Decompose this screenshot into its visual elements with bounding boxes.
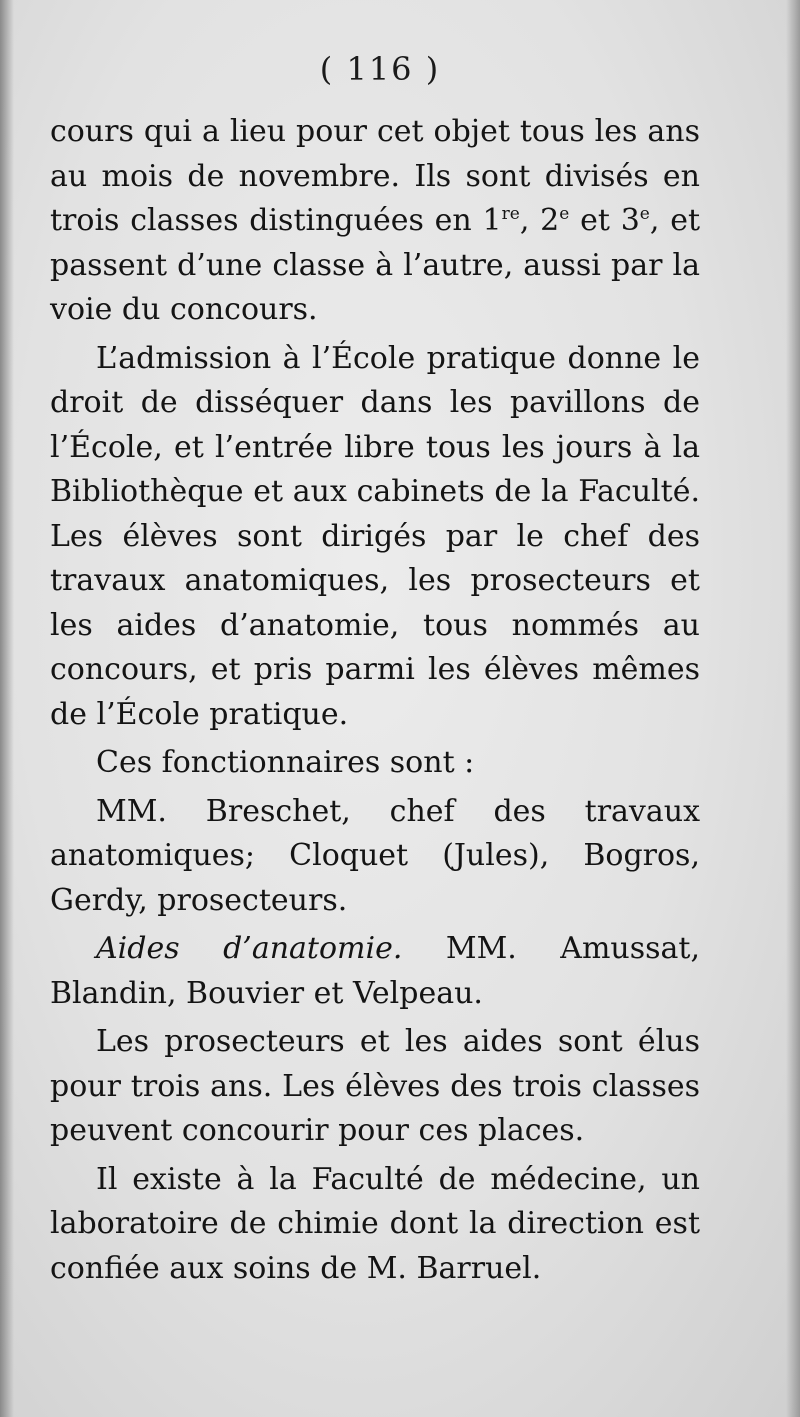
paragraph-laboratoire: Il existe à la Faculté de médecine, un laboratoire de chimie dont la direction est confiée aux soins de M. Barruel.	[50, 1161, 700, 1286]
p1-part3: et 3	[569, 203, 640, 238]
p1-part4: , et passent d’une classe à l’autre, aussi par la voie du concours.	[50, 203, 701, 327]
left-edge-shadow	[0, 0, 14, 1417]
p1-sup1: re	[501, 204, 520, 224]
page-number: ( 116 )	[319, 50, 441, 88]
p1-sup2: e	[559, 204, 570, 224]
p1-part1: cours qui a lieu pour cet objet tous les ans au mois de novembre. Ils sont divisés en trois classes distinguées en 1	[50, 114, 700, 238]
paragraph-admission: L’admission à l’École pratique donne le droit de disséquer dans les pavillons de l’École, et l’entrée libre tous les jours à la Bibliothèque et aux cabinets de la Faculté. Les élèves sont dirigés par le chef des travaux anatomiques, les prosecteurs et les aides d’anatomie, tous nommés au concours, et pris parmi les élèves mêmes de l’École pratique.	[50, 340, 700, 732]
paragraph-continuation	[50, 110, 700, 333]
paragraph-fonctionnaires: Ces fonctionnaires sont :	[96, 745, 475, 780]
paragraph-prosecteurs: MM. Breschet, chef des travaux anatomiques; Cloquet (Jules), Bogros, Gerdy, prosecteurs.	[50, 793, 700, 918]
aides-heading: Aides d’anatomie.	[96, 931, 403, 966]
p1-sup3: e	[639, 204, 650, 224]
paragraph-elections: Les prosecteurs et les aides sont élus pour trois ans. Les élèves des trois classes peuvent concourir pour ces places.	[50, 1024, 700, 1148]
page-text	[50, 110, 700, 1291]
right-edge-shadow	[786, 0, 800, 1417]
aides-names: MM. Amussat, Blandin, Bouvier et Velpeau.	[50, 931, 700, 1011]
p1-part2: , 2	[519, 203, 560, 238]
paragraph-aides	[50, 927, 700, 1016]
